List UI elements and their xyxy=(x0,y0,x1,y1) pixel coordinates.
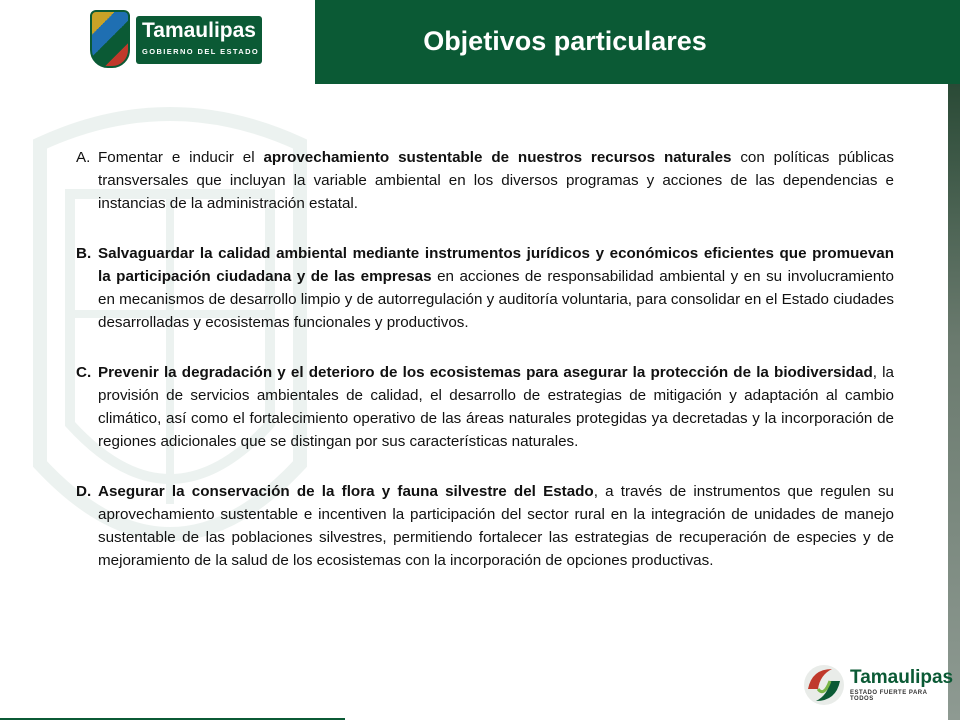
logo-subtitle: GOBIERNO DEL ESTADO xyxy=(142,47,260,56)
tamaulipas-logo-top xyxy=(90,10,265,70)
logo-bottom-name: Tamaulipas xyxy=(850,667,954,688)
page-title: Objetivos particulares xyxy=(423,26,707,56)
objective-text: , la provisión de servicios ambientales de calidad, el desarrollo de estrategias de mitigación y adaptación al cambio climático, así como el fortalecimiento operativo de las áreas naturales protegidas ya decretadas y la incorporación de regiones adicionales que se distingan por sus características naturales. xyxy=(98,364,894,450)
objective-text: Fomentar e inducir el xyxy=(98,149,264,166)
objective-text: con políticas públicas transversales que incluyan la variable ambiental en los diversos programas y acciones de las dependencias e instancias de la administración estatal. xyxy=(98,149,894,212)
objective-bold-text: Salvaguardar la calidad ambiental mediante instrumentos jurídicos y económicos eficientes que promuevan la participación ciudadana y de las empresas xyxy=(98,245,894,285)
objective-text: en acciones de responsabilidad ambiental y en su involucramiento en mecanismos de desarrollo limpio y de autorregulación y auditoría voluntaria, para consolidar en el Estado ciudades desarrolladas y ecosistemas funcionales y productivos. xyxy=(98,268,894,331)
objective-letter: D. xyxy=(76,483,92,500)
objective-letter: C. xyxy=(76,364,92,381)
objective-letter: A. xyxy=(76,149,91,166)
side-strip xyxy=(948,84,960,720)
header-bar xyxy=(315,0,960,84)
logo-name: Tamaulipas xyxy=(142,19,256,42)
objective-bold-text: Prevenir la degradación y el deterioro de los ecosistemas para asegurar la protección de la biodiversidad xyxy=(98,364,873,381)
objective-item xyxy=(76,242,894,334)
swirl-logo-icon xyxy=(802,663,846,707)
objective-letter: B. xyxy=(76,245,92,262)
objective-item xyxy=(76,146,894,215)
logo-bottom-subtitle: ESTADO FUERTE PARA TODOS xyxy=(850,690,928,702)
coat-of-arms-icon xyxy=(90,10,130,68)
objective-text: , a través de instrumentos que regulen su aprovechamiento sustentable e incentiven la participación del sector rural en la integración de unidades de manejo sustentable de las poblaciones silvestres, permitiendo fortalecer las estrategias de recuperación de especies y de mejoramiento de la salud de los ecosistemas con la incorporación de opciones productivas. xyxy=(98,483,894,569)
objective-bold-text: Asegurar la conservación de la flora y fauna silvestre del Estado xyxy=(98,483,594,500)
logo-badge xyxy=(136,16,262,64)
tamaulipas-logo-bottom xyxy=(802,663,952,708)
objective-item xyxy=(76,361,894,453)
objective-bold-text: aprovechamiento sustentable de nuestros recursos naturales xyxy=(263,149,732,166)
objective-item xyxy=(76,480,894,572)
objectives-list xyxy=(76,146,894,599)
